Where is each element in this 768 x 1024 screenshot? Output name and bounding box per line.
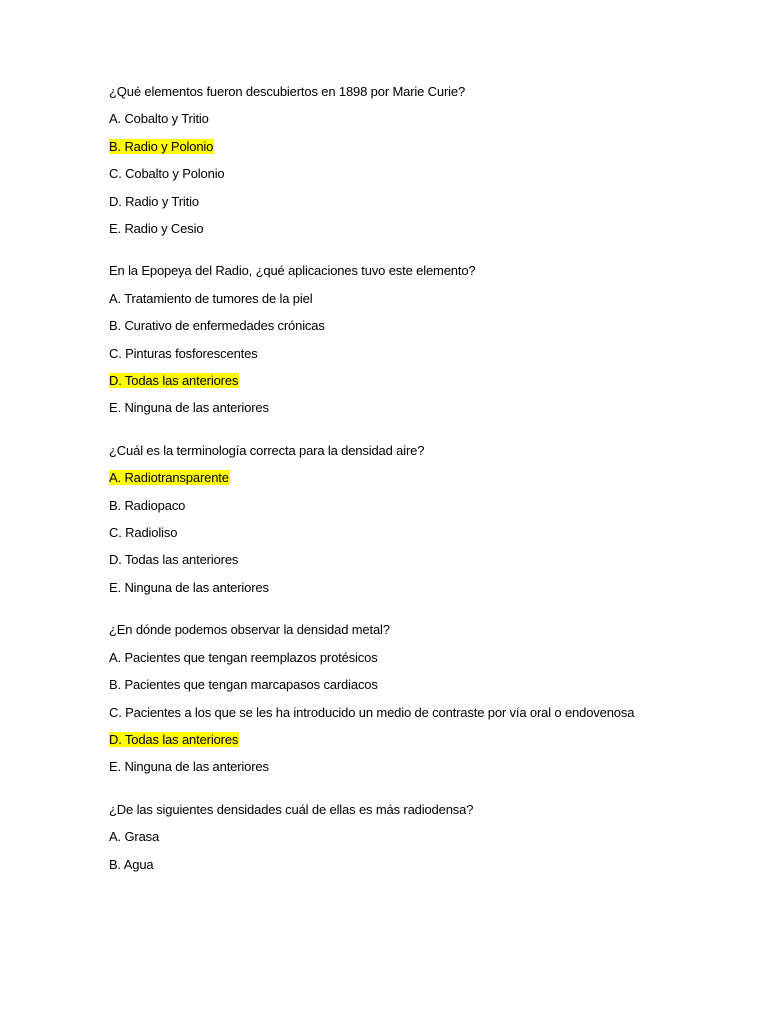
- question-text: ¿Cuál es la terminología correcta para la densidad aire?: [109, 442, 425, 458]
- answer-option-text: E. Ninguna de las anteriores: [109, 759, 269, 775]
- answer-option-text: A. Tratamiento de tumores de la piel: [109, 290, 313, 306]
- highlighted-answer: B. Radio y Polonio: [109, 138, 214, 154]
- highlighted-answer: D. Todas las anteriores: [109, 731, 239, 747]
- answer-option: [109, 759, 749, 775]
- quiz-document: [109, 84, 749, 899]
- answer-option: [109, 552, 749, 568]
- answer-option-correct: [109, 470, 749, 486]
- answer-option-text: A. Cobalto y Tritio: [109, 111, 209, 127]
- answer-option: [109, 650, 749, 666]
- answer-option-text: B. Radiopaco: [109, 497, 186, 513]
- answer-option-text: D. Radio y Tritio: [109, 193, 199, 209]
- answer-option-text: B. Curativo de enfermedades crónicas: [109, 318, 325, 334]
- answer-option: [109, 580, 749, 596]
- answer-option-text: A. Pacientes que tengan reemplazos protésicos: [109, 649, 378, 665]
- answer-option: [109, 318, 749, 334]
- answer-option-text: E. Radio y Cesio: [109, 220, 204, 236]
- answer-option-correct: [109, 139, 749, 155]
- answer-option: [109, 291, 749, 307]
- answer-option-correct: [109, 732, 749, 748]
- answer-option: [109, 829, 749, 845]
- question-block-3: [109, 443, 749, 596]
- answer-option: [109, 857, 749, 873]
- answer-option-text: C. Pacientes a los que se les ha introducido un medio de contraste por vía oral o endovenosa: [109, 704, 635, 720]
- answer-option-text: C. Pinturas fosforescentes: [109, 345, 258, 361]
- highlighted-answer: D. Todas las anteriores: [109, 373, 239, 389]
- highlighted-answer: A. Radiotransparente: [109, 470, 229, 486]
- answer-option: [109, 525, 749, 541]
- answer-option: [109, 194, 749, 210]
- question-block-4: [109, 622, 749, 775]
- answer-option-text: E. Ninguna de las anteriores: [109, 400, 269, 416]
- answer-option-text: C. Radioliso: [109, 525, 178, 541]
- question-block-2: [109, 263, 749, 416]
- answer-option: [109, 346, 749, 362]
- question-block-5: [109, 802, 749, 873]
- answer-option-text: B. Agua: [109, 856, 154, 872]
- answer-option: [109, 498, 749, 514]
- question-text: ¿Qué elementos fueron descubiertos en 1898 por Marie Curie?: [109, 84, 466, 99]
- answer-option: [109, 400, 749, 416]
- answer-option: [109, 677, 749, 693]
- question-text: En la Epopeya del Radio, ¿qué aplicaciones tuvo este elemento?: [109, 263, 476, 279]
- answer-option: [109, 221, 749, 237]
- answer-option-text: E. Ninguna de las anteriores: [109, 579, 269, 595]
- question-block-1: [109, 84, 749, 237]
- answer-option-text: A. Grasa: [109, 829, 160, 845]
- answer-option-text: C. Cobalto y Polonio: [109, 166, 225, 182]
- answer-option: [109, 705, 749, 721]
- question-text: ¿De las siguientes densidades cuál de ellas es más radiodensa?: [109, 801, 474, 817]
- answer-option: [109, 166, 749, 182]
- answer-option: [109, 111, 749, 127]
- answer-option-correct: [109, 373, 749, 389]
- answer-option-text: B. Pacientes que tengan marcapasos cardiacos: [109, 677, 378, 693]
- question-text: ¿En dónde podemos observar la densidad metal?: [109, 622, 390, 638]
- answer-option-text: D. Todas las anteriores: [109, 552, 239, 568]
